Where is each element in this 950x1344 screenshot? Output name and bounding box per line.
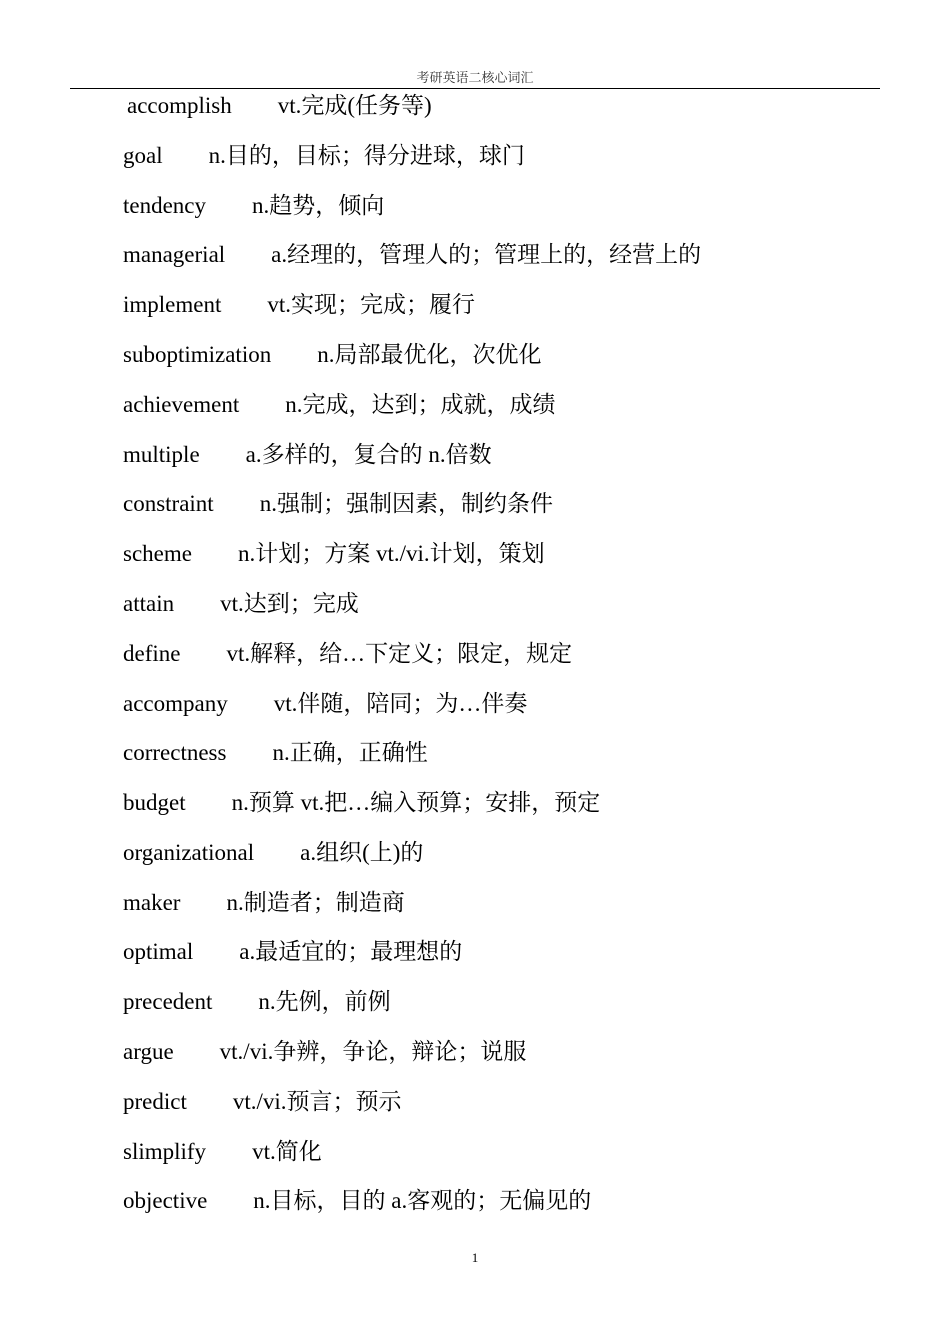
vocab-word: define <box>123 641 181 666</box>
vocab-entry <box>123 936 462 968</box>
vocab-entry <box>123 488 553 520</box>
vocab-entry <box>123 837 423 869</box>
vocab-entry <box>123 339 541 371</box>
vocab-word: objective <box>123 1188 208 1213</box>
vocab-definition: n.强制；强制因素，制约条件 <box>259 491 553 516</box>
vocab-word: constraint <box>123 491 214 516</box>
vocab-word: slimplify <box>123 1139 207 1164</box>
vocab-definition: a.组织(上)的 <box>300 840 424 865</box>
vocab-definition: n.制造者；制造商 <box>226 890 405 915</box>
vocab-word: achievement <box>123 392 240 417</box>
vocab-entry <box>123 289 475 321</box>
vocab-entry <box>123 190 384 222</box>
vocab-definition: vt./vi.争辨，争论，辩论；说服 <box>219 1039 527 1064</box>
vocab-definition: n.预算 vt.把…编入预算；安排，预定 <box>231 790 601 815</box>
vocab-entry <box>123 737 428 769</box>
vocab-entry <box>127 90 432 122</box>
vocab-definition: vt.伴随，陪同；为…伴奏 <box>273 691 528 716</box>
vocab-definition: n.完成，达到；成就，成绩 <box>285 392 556 417</box>
vocab-definition: a.最适宜的；最理想的 <box>239 939 463 964</box>
vocab-entry <box>123 787 600 819</box>
vocab-word: budget <box>123 790 186 815</box>
vocab-definition: a.多样的，复合的 n.倍数 <box>245 442 492 467</box>
vocab-word: predict <box>123 1089 187 1114</box>
vocab-entry <box>123 1185 591 1217</box>
vocab-entry <box>123 1036 526 1068</box>
vocab-entry <box>123 986 391 1018</box>
vocab-entry <box>123 389 555 421</box>
vocab-definition: vt.达到；完成 <box>220 591 359 616</box>
vocab-definition: a.经理的，管理人的；管理上的，经营上的 <box>271 242 702 267</box>
vocab-word: accompany <box>123 691 228 716</box>
vocab-definition: n.先例，前例 <box>258 989 391 1014</box>
vocab-entry <box>123 538 545 570</box>
vocab-word: maker <box>123 890 181 915</box>
vocab-word: tendency <box>123 193 207 218</box>
vocab-word: precedent <box>123 989 213 1014</box>
vocab-word: organizational <box>123 840 255 865</box>
page-number: 1 <box>471 1250 479 1265</box>
vocab-entry <box>123 439 492 471</box>
vocab-definition: n.目的，目标；得分进球，球门 <box>208 143 525 168</box>
vocab-word: goal <box>123 143 163 168</box>
vocab-definition: vt.简化 <box>252 1139 322 1164</box>
vocab-definition: n.计划；方案 vt./vi.计划，策划 <box>237 541 545 566</box>
vocab-entry <box>123 588 359 620</box>
vocab-word: correctness <box>123 740 227 765</box>
vocab-word: implement <box>123 292 222 317</box>
vocab-definition: n.局部最优化，次优化 <box>317 342 542 367</box>
vocab-definition: n.正确，正确性 <box>272 740 428 765</box>
vocab-definition: vt.实现；完成；履行 <box>267 292 476 317</box>
vocab-definition: vt./vi.预言；预示 <box>232 1089 402 1114</box>
vocab-word: scheme <box>123 541 192 566</box>
vocab-word: suboptimization <box>123 342 272 367</box>
page-header: 考研英语二核心词汇 <box>416 70 534 85</box>
vocab-definition: vt.解释，给…下定义；限定，规定 <box>226 641 573 666</box>
vocab-definition: n.目标，目的 a.客观的；无偏见的 <box>253 1188 592 1213</box>
vocab-word: optimal <box>123 939 194 964</box>
vocab-entry <box>123 638 572 670</box>
vocab-definition: vt.完成(任务等) <box>277 93 432 118</box>
vocab-entry <box>123 140 525 172</box>
vocab-entry <box>123 887 405 919</box>
vocab-word: managerial <box>123 242 226 267</box>
vocab-entry <box>123 239 701 271</box>
vocab-word: argue <box>123 1039 174 1064</box>
vocab-entry <box>123 1086 402 1118</box>
vocab-word: multiple <box>123 442 200 467</box>
vocab-word: attain <box>123 591 175 616</box>
vocab-entry <box>123 1136 322 1168</box>
vocab-word: accomplish <box>127 93 232 118</box>
vocab-definition: n.趋势，倾向 <box>252 193 385 218</box>
vocab-entry <box>123 688 527 720</box>
